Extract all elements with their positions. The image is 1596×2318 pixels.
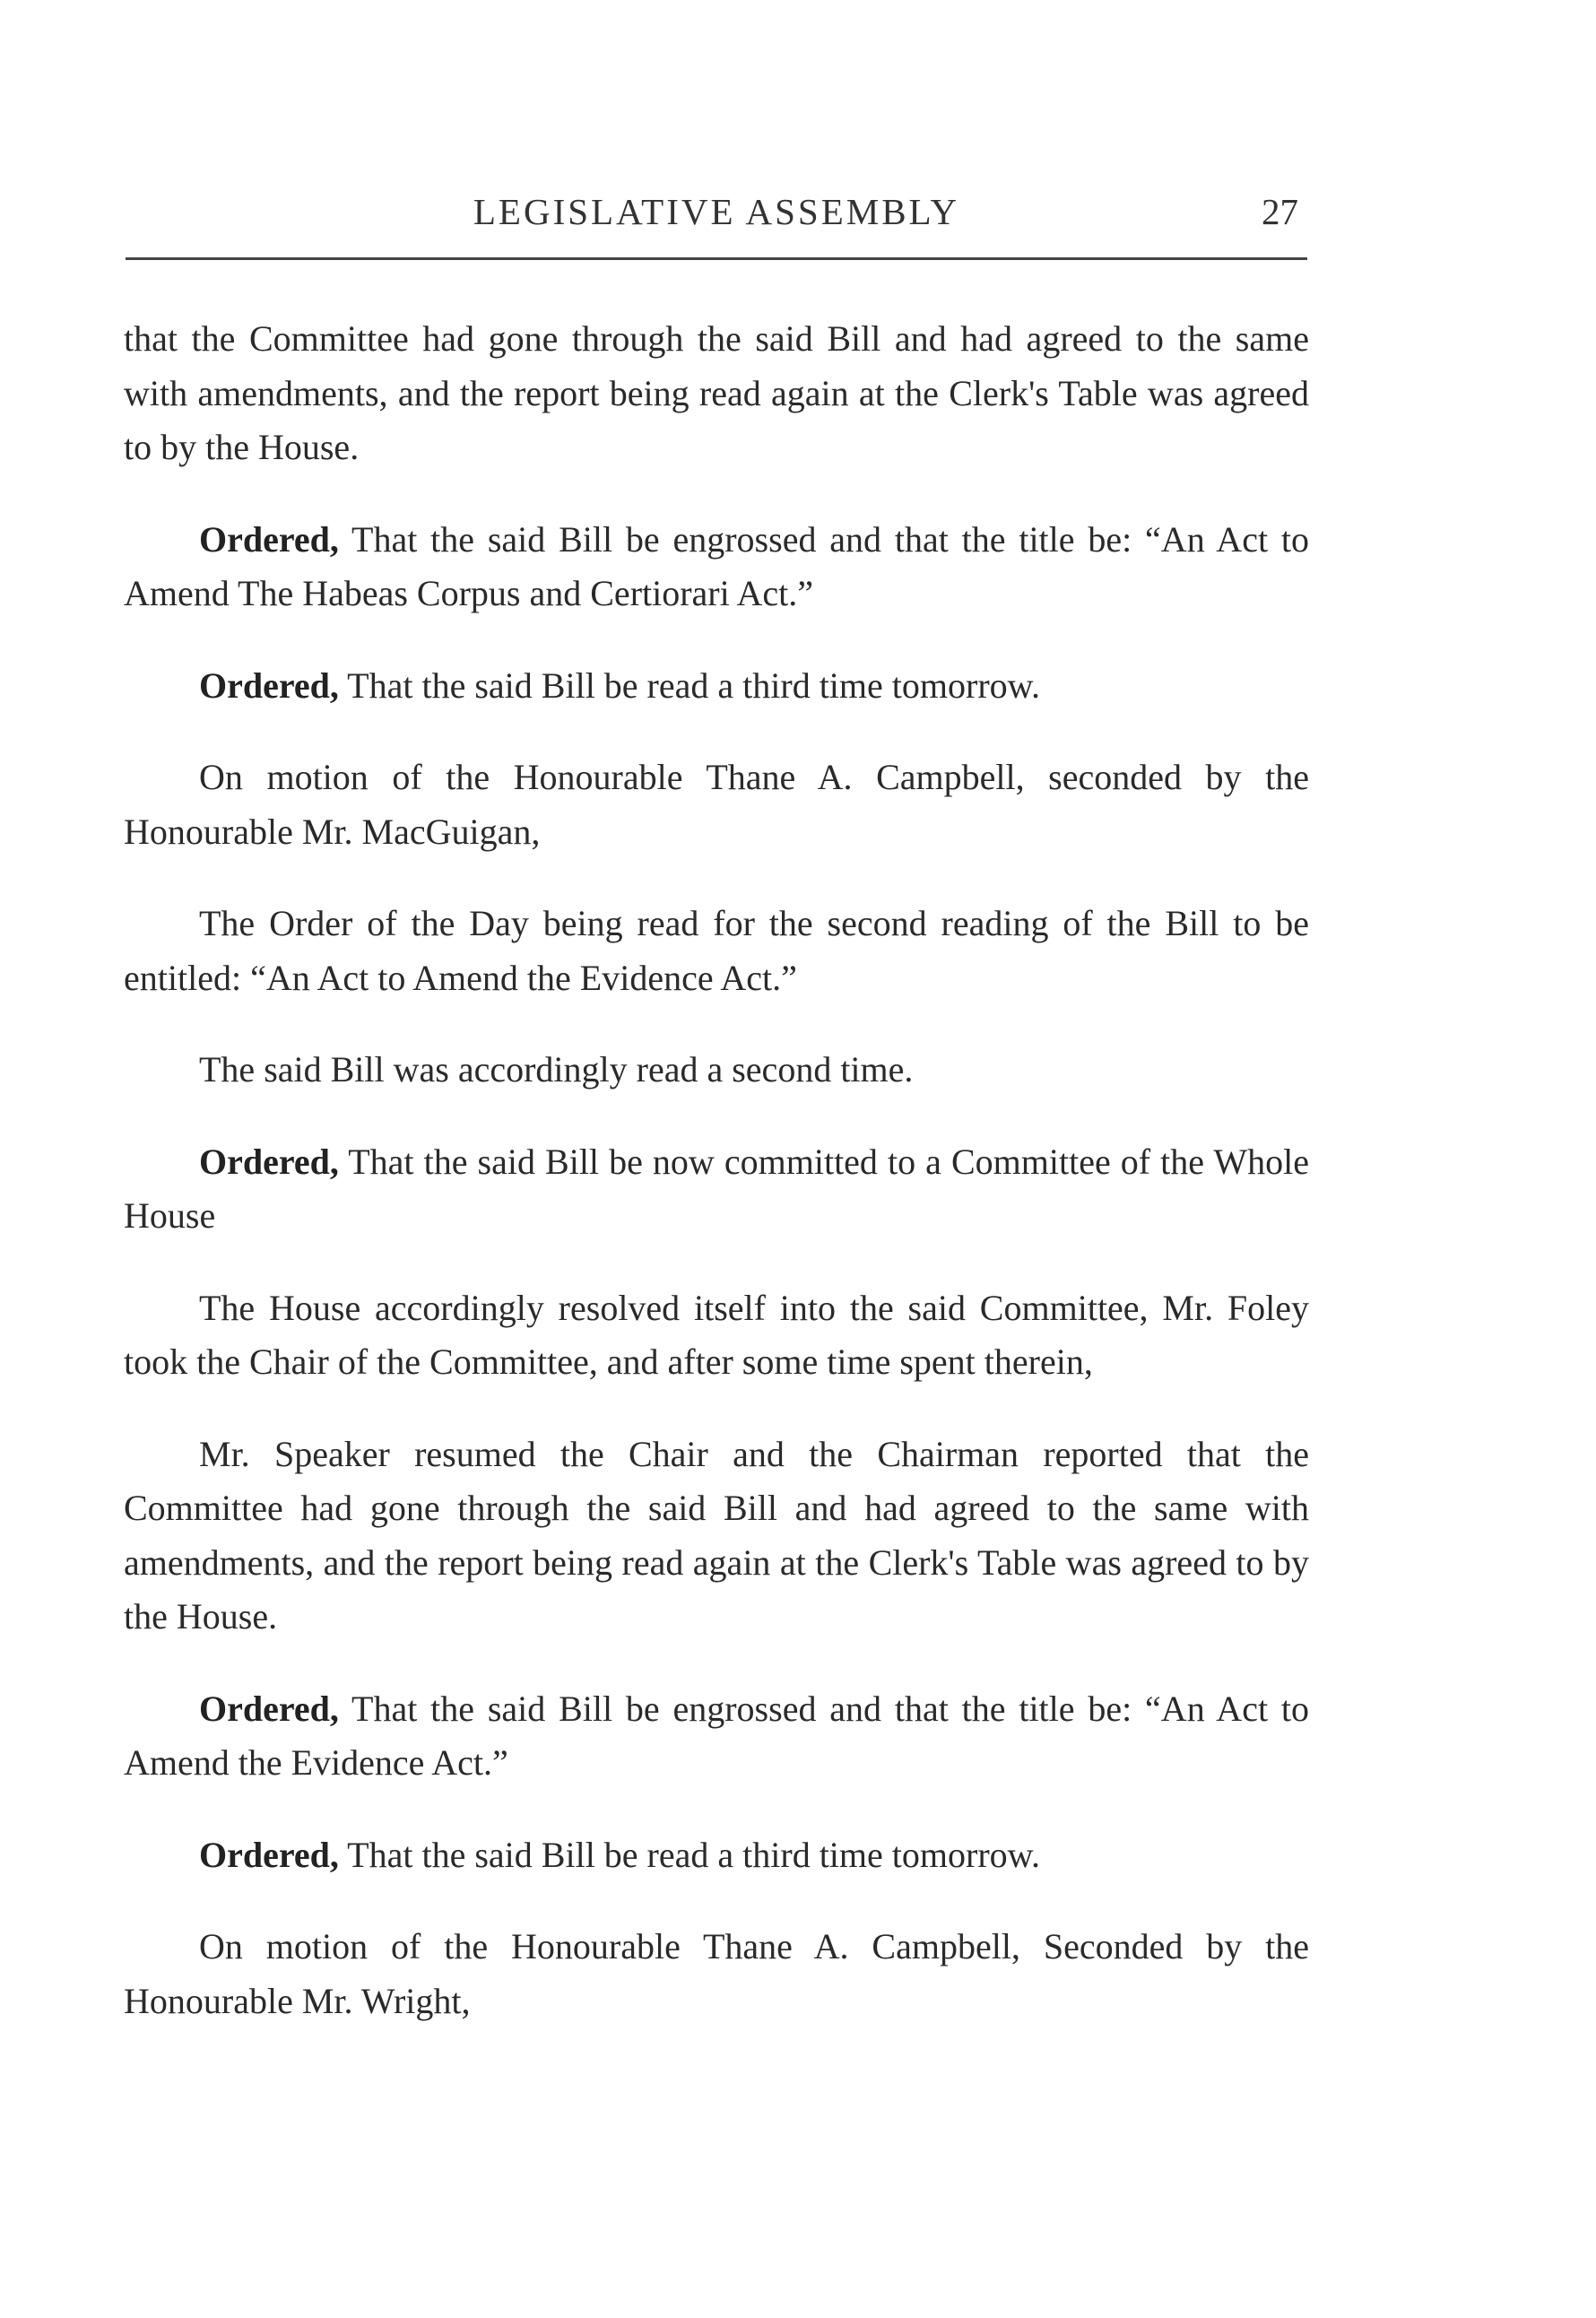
paragraph xyxy=(124,1428,1309,1645)
paragraph-text: The Order of the Day being read for the second reading of the Bill to be entitled: “An Act to Amend the Evidence Act.” xyxy=(124,903,1309,998)
paragraph-text: That the said Bill be engrossed and that the title be: “An Act to Amend The Habeas Corpus and Certiorari Act.” xyxy=(124,518,1309,613)
paragraph xyxy=(124,1920,1309,2028)
paragraph-lead: Ordered, xyxy=(199,1834,339,1875)
paragraph-text: The said Bill was accordingly read a second time. xyxy=(199,1049,914,1090)
paragraph-text: The House accordingly resolved itself into the said Committee, Mr. Foley took the Chair of the Committee, and after some time spent therein, xyxy=(124,1287,1309,1382)
header-rule xyxy=(126,257,1307,260)
body-text xyxy=(124,312,1309,2066)
paragraph xyxy=(124,1828,1309,1883)
paragraph xyxy=(124,1281,1309,1390)
paragraph-text: On motion of the Honourable Thane A. Campbell, seconded by the Honourable Mr. MacGuigan, xyxy=(124,757,1309,852)
paragraph xyxy=(124,897,1309,1005)
running-title: LEGISLATIVE ASSEMBLY xyxy=(473,191,960,232)
page-header xyxy=(124,190,1309,244)
paragraph xyxy=(124,659,1309,714)
paragraph-text: That the said Bill be read a third time tomorrow. xyxy=(338,1834,1040,1875)
paragraph xyxy=(124,1135,1309,1244)
paragraph xyxy=(124,513,1309,621)
paragraph-text: That the said Bill be read a third time tomorrow. xyxy=(338,664,1040,706)
paragraph-lead: Ordered, xyxy=(199,664,339,706)
paragraph-lead: Ordered, xyxy=(199,1688,339,1729)
page-number: 27 xyxy=(1262,191,1298,232)
paragraph-text: that the Committee had gone through the said Bill and had agreed to the same with amendments, and the report being read again at the Clerk's Table was agreed to by the House. xyxy=(124,318,1309,467)
paragraph-lead: Ordered, xyxy=(199,518,339,560)
paragraph-text: Mr. Speaker resumed the Chair and the Chairman reported that the Committee had gone through the said Bill and had agreed to the same with amendments, and the report being read again at the Clerk's Table was agreed to by the House. xyxy=(124,1433,1309,1636)
paragraph xyxy=(124,1682,1309,1791)
paragraph xyxy=(124,1043,1309,1098)
paragraph-text: On motion of the Honourable Thane A. Campbell, Seconded by the Honourable Mr. Wright, xyxy=(124,1926,1309,2021)
paragraph-lead: Ordered, xyxy=(199,1141,339,1182)
paragraph xyxy=(124,751,1309,859)
paragraph xyxy=(124,312,1309,475)
paragraph-text: That the said Bill be engrossed and that the title be: “An Act to Amend the Evidence Act.” xyxy=(124,1688,1309,1783)
paragraph-text: That the said Bill be now committed to a Committee of the Whole House xyxy=(124,1141,1309,1236)
